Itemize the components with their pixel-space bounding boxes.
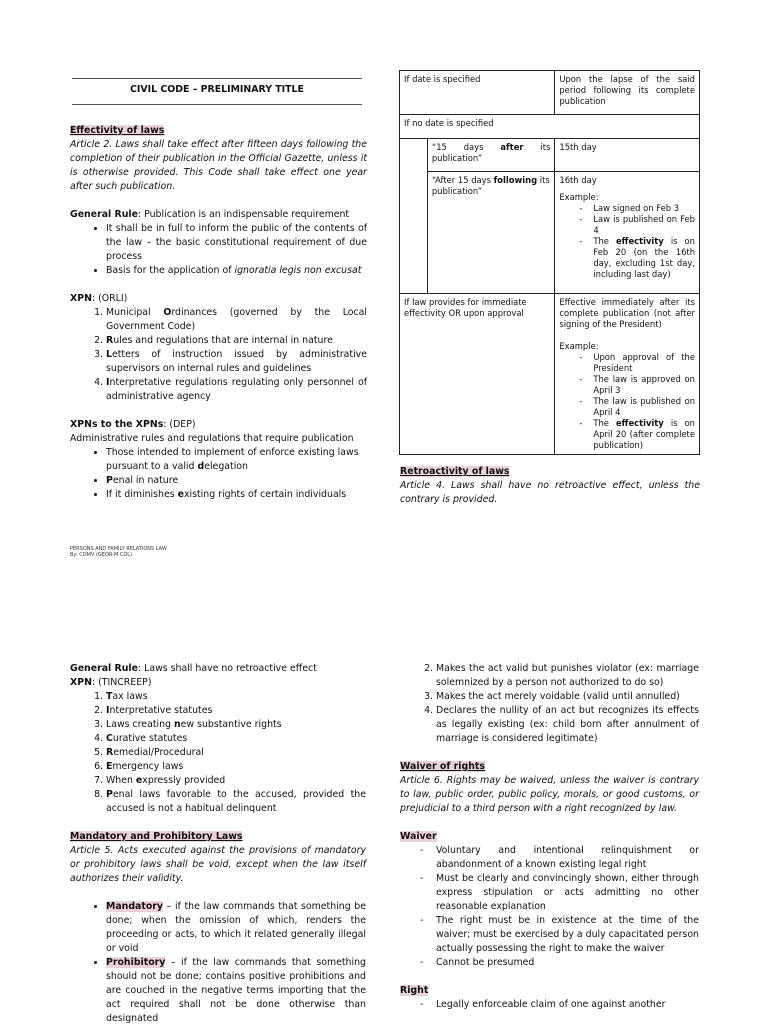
list-item: 6. Emergency laws (106, 760, 366, 774)
list-item: • Basis for the application of ignoratia legis non excusat (106, 264, 367, 278)
list-item: - The law is published on April 4 (593, 396, 695, 418)
list-item: • If it diminishes existing rights of certain individuals (106, 488, 367, 502)
list-item: • Prohibitory – if the law commands that something should not be done; contains positive prohibitions and are couched in the negative terms importing that the act required shall not be done otherwise than designated (106, 956, 366, 1026)
page2-right (400, 662, 699, 1012)
list-item: • Those intended to implement of enforce existing laws pursuant to a valid delegation (106, 446, 367, 474)
article-4: Article 4. Laws shall have no retroactive effect, unless the contrary is provided. (400, 480, 700, 505)
list-item: 2. Interpretative statutes (106, 704, 366, 718)
list-item: 1. Municipal Ordinances (governed by the Local Government Code) (106, 306, 367, 334)
list-item: 5. Remedial/Procedural (106, 746, 366, 760)
retroactivity-heading: Retroactivity of laws (400, 466, 510, 477)
effectivity-table (399, 70, 700, 455)
xpn-orli: XPN: (ORLI) (70, 293, 128, 304)
article-2: Article 2. Laws shall take effect after fifteen days following the completion of their publication in the Official Gazette, unless it is otherwise provided. This Code shall take effect one year after such publication. (70, 139, 367, 192)
list-item: 2. Makes the act valid but punishes violator (ex: marriage solemnized by a person not authorized to do so) (436, 662, 699, 690)
table-row: If date is specified Upon the lapse of the said period following its complete publication (400, 71, 700, 115)
table-row: If no date is specified (400, 115, 700, 139)
table-row: “After 15 days following its publication” 16th day Example: - Law signed on Feb 3 - Law is published on Feb 4 - The effectivity is on Feb 20 (on the 16th day, excluding 1st day, including last day) (400, 172, 700, 294)
list-item: - Cannot be presumed (436, 956, 699, 970)
list-item: - Law signed on Feb 3 (593, 203, 695, 214)
xpn-to-xpn: XPNs to the XPNs: (DEP) (70, 419, 196, 430)
waiver-heading: Waiver of rights (400, 761, 485, 772)
list-item: 3. Letters of instruction issued by administrative supervisors on internal rules and guidelines (106, 348, 367, 376)
title-rule-top (72, 78, 362, 79)
list-item: 4. Interpretative regulations regulating only personnel of administrative agency (106, 376, 367, 404)
page2-left (70, 662, 366, 1026)
list-item: 3. Laws creating new substantive rights (106, 718, 366, 732)
list-item: 8. Penal laws favorable to the accused, provided the accused is not a habitual delinquent (106, 788, 366, 816)
list-item: • Penal in nature (106, 474, 367, 488)
article-5: Article 5. Acts executed against the provisions of mandatory or prohibitory laws shall be void, except when the law itself authorizes their validity. (70, 845, 366, 884)
retroactivity-section (400, 465, 700, 507)
list-item: 3. Makes the act merely voidable (valid until annulled) (436, 690, 699, 704)
list-item: - The effectivity is on April 20 (after complete publication) (593, 418, 695, 451)
page-title: CIVIL CODE – PRELIMINARY TITLE (130, 84, 304, 95)
list-item: • It shall be in full to inform the public of the contents of the law – the basic constitutional requirement of due process (106, 222, 367, 264)
list-item: • Mandatory – if the law commands that something be done; when the omission of which, renders the proceeding or acts, to which it related generally illegal or void (106, 900, 366, 956)
table-row: If law provides for immediate effectivity OR upon approval Effective immediately after its complete publication (not after signing of the President) Example: - Upon approval of the President - The law is approved on April 3 - The law is published on April 4 - The effectivity is on April 20 (after complete publication) (400, 294, 700, 455)
general-rule-retro: General Rule: Laws shall have no retroactive effect (70, 663, 317, 674)
list-item: - The right must be in existence at the time of the waiver; must be exercised by a duly capacitated person actually possessing the right to make the waiver (436, 914, 699, 956)
list-item: 7. When expressly provided (106, 774, 366, 788)
list-item: - Law is published on Feb 4 (593, 214, 695, 236)
list-item: - Voluntary and intentional relinquishment or abandonment of a known existing legal right (436, 844, 699, 872)
list-item: 1. Tax laws (106, 690, 366, 704)
list-item: - The law is approved on April 3 (593, 374, 695, 396)
list-item: - Legally enforceable claim of one against another (436, 998, 699, 1012)
waiver-subheading: Waiver (400, 831, 437, 842)
right-subheading: Right (400, 985, 429, 996)
mandatory-heading: Mandatory and Prohibitory Laws (70, 831, 243, 842)
footer: PERSONS AND FAMILY RELATIONS LAW By: CDMV (GEOR-M COL) (70, 546, 167, 558)
xpn2-intro: Administrative rules and regulations that require publication (70, 433, 354, 444)
xpn-tincreep: XPN: (TINCREEP) (70, 677, 152, 688)
list-item: - Must be clearly and convincingly shown, either through express stipulation or acts admitting no other reasonable explanation (436, 872, 699, 914)
list-item: 2. Rules and regulations that are internal in nature (106, 334, 367, 348)
effectivity-section (70, 124, 367, 502)
list-item: - Upon approval of the President (593, 352, 695, 374)
table-row: “15 days after its publication” 15th day (400, 139, 700, 172)
article-6: Article 6. Rights may be waived, unless the waiver is contrary to law, public order, public policy, morals, or good customs, or prejudicial to a third person with a right recognized by law. (400, 775, 699, 814)
list-item: 4. Declares the nullity of an act but recognizes its effects as legally existing (ex: child born after annulment of marriage is considered legitimate) (436, 704, 699, 746)
list-item: 4. Curative statutes (106, 732, 366, 746)
list-item: - The effectivity is on Feb 20 (on the 16th day, excluding 1st day, including last day) (593, 236, 695, 280)
general-rule: General Rule: Publication is an indispensable requirement (70, 209, 350, 220)
title-rule-bottom (72, 104, 362, 105)
effectivity-heading: Effectivity of laws (70, 125, 165, 136)
